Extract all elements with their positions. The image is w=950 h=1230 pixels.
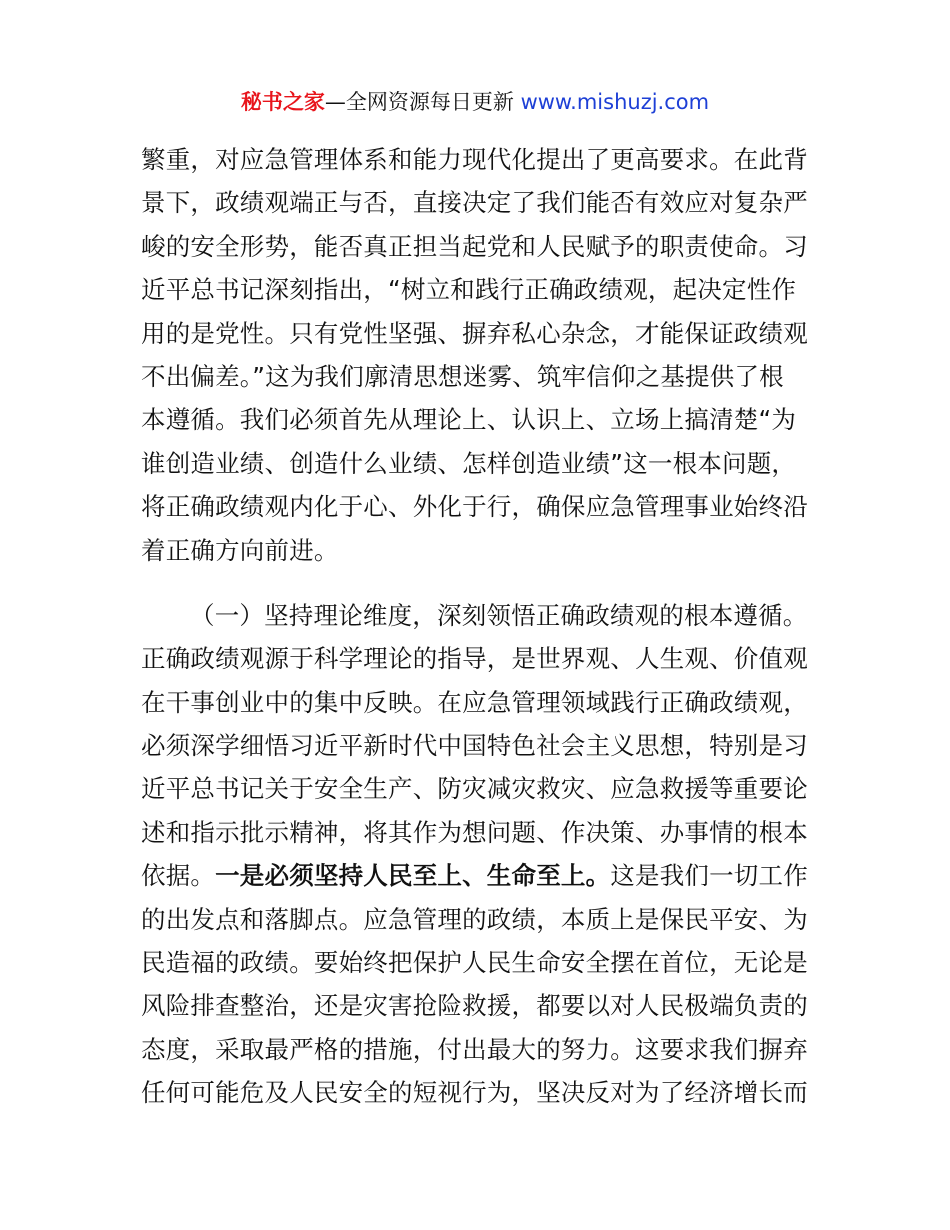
text-line: 任何可能危及人民安全的短视行为，坚决反对为了经济增长而 bbox=[141, 1078, 808, 1108]
document-body bbox=[141, 138, 813, 1115]
text-line: 不出偏差。”这为我们廓清思想迷雾、筑牢信仰之基提供了根 bbox=[141, 361, 784, 391]
text-line: 近平总书记关于安全生产、防灾减灾救灾、应急救援等重要论 bbox=[141, 774, 808, 804]
text-line: 用的是党性。只有党性坚强、摒弃私心杂念，才能保证政绩观 bbox=[141, 318, 808, 348]
header-url-link[interactable]: www.mishuzj.com bbox=[520, 90, 710, 114]
text-line: 谁创造业绩、创造什么业绩、怎样创造业绩”这一根本问题， bbox=[141, 448, 797, 478]
text-line: 述和指示批示精神，将其作为想问题、作决策、办事情的根本 bbox=[141, 817, 808, 847]
text-segment: 这是我们一切工作 bbox=[610, 861, 808, 891]
text-line: 在干事创业中的集中反映。在应急管理领域践行正确政绩观， bbox=[141, 687, 808, 717]
bold-emphasis-text: 一是必须坚持人民至上、生命至上。 bbox=[215, 861, 611, 891]
section-heading-line: （一）坚持理论维度，深刻领悟正确政绩观的根本遵循。 bbox=[190, 600, 808, 630]
text-line: 正确政绩观源于科学理论的指导，是世界观、人生观、价值观 bbox=[141, 644, 808, 674]
header-tagline: —全网资源每日更新 bbox=[324, 90, 521, 114]
text-line: 民造福的政绩。要始终把保护人民生命安全摆在首位，无论是 bbox=[141, 948, 808, 978]
text-line: 的出发点和落脚点。应急管理的政绩，本质上是保民平安、为 bbox=[141, 904, 808, 934]
text-line: 必须深学细悟习近平新时代中国特色社会主义思想，特别是习 bbox=[141, 731, 808, 761]
text-line: 风险排查整治，还是灾害抢险救援，都要以对人民极端负责的 bbox=[141, 991, 808, 1021]
paragraph-gap bbox=[141, 572, 813, 594]
text-segment: 依据。 bbox=[141, 861, 216, 891]
text-line: 本遵循。我们必须首先从理论上、认识上、立场上搞清楚“为 bbox=[141, 405, 797, 435]
text-line: 繁重，对应急管理体系和能力现代化提出了更高要求。在此背 bbox=[141, 145, 808, 174]
text-line: 峻的安全形势，能否真正担当起党和人民赋予的职责使命。习 bbox=[141, 231, 808, 261]
text-line: 近平总书记深刻指出，“树立和践行正确政绩观，起决定性作 bbox=[141, 275, 797, 305]
header-brand: 秘书之家 bbox=[240, 90, 325, 114]
text-line: 着正确方向前进。 bbox=[141, 535, 339, 565]
paragraph-2 bbox=[141, 594, 813, 1115]
paragraph-1 bbox=[141, 138, 813, 572]
text-line-mixed bbox=[141, 854, 813, 897]
page-header bbox=[0, 86, 950, 118]
text-line: 态度，采取最严格的措施，付出最大的努力。这要求我们摒弃 bbox=[141, 1034, 808, 1064]
text-line: 将正确政绩观内化于心、外化于行，确保应急管理事业始终沿 bbox=[141, 492, 808, 522]
text-line: 景下，政绩观端正与否，直接决定了我们能否有效应对复杂严 bbox=[141, 188, 808, 218]
